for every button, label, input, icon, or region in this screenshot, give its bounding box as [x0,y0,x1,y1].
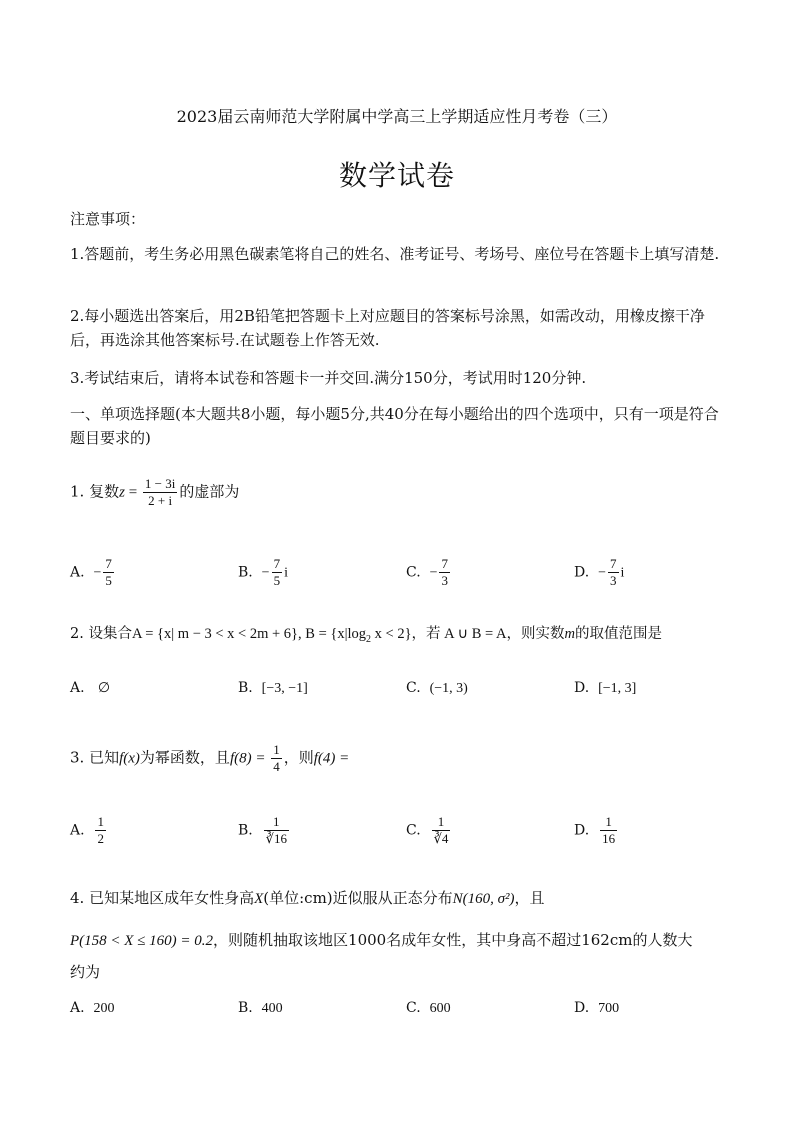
q1-eq: = [124,484,141,501]
q1-suffix: 的虚部为 [179,482,240,501]
option-den: 5 [273,573,281,588]
q3-text-a: 3. 已知 [70,748,120,767]
q3-option-c[interactable] [406,814,452,847]
q2-text-d: 的取值范围是 [574,626,662,642]
question-4-line-2 [70,928,692,953]
q1-prefix: 1. 复数 [70,482,120,501]
option-tail: i [620,565,625,581]
option-sign: − [598,565,606,581]
q1-option-a[interactable] [70,556,116,589]
q4-option-a[interactable] [70,1000,114,1017]
q4-option-d[interactable] [574,1000,619,1017]
note-item-1: 1.答题前，考生务必用黑色碳素笔将自己的姓名、准考证号、考场号、座位号在答题卡上填写清楚. [70,245,720,263]
option-label: C. [406,1000,421,1016]
q3-denominator: 4 [273,759,280,774]
option-value: ∅ [97,681,111,696]
option-tail: i [284,565,288,581]
option-value: [−1, 3] [598,681,637,696]
q1-option-b[interactable] [238,556,288,589]
q2-log-base: 2 [366,633,372,645]
option-num: 7 [105,556,112,571]
q4-var: X [254,891,264,907]
q2-var: m [564,626,575,642]
question-4-line-1 [70,886,545,911]
q1-fraction [143,476,177,509]
option-label: B. [238,564,253,581]
q4-prob: P(158 < X ≤ 160) = 0.2 [70,933,214,949]
q2-condition: A ∪ B = A [440,626,507,642]
q4-option-b[interactable] [238,1000,283,1017]
option-label: A. [70,1000,85,1016]
q3-text-b: 为幂函数，且 [139,748,230,767]
option-num: 7 [441,556,448,571]
option-label: B. [238,1000,253,1016]
q4-text-b: (单位:cm)近似服从正态分布 [263,889,453,907]
option-fraction [95,814,106,847]
option-label: B. [238,680,253,696]
q2-text-b: ，若 [411,626,441,642]
option-num: 7 [273,556,281,571]
q3-numerator: 1 [273,742,280,757]
exam-title: 数学试卷 [338,159,455,192]
q1-option-c[interactable] [406,556,452,589]
option-value: 600 [429,1001,451,1016]
q3-option-b[interactable] [238,814,291,847]
q4-text-d: ，则随机抽取该地区1000名成年女性，其中身高不超过162cm的人数大 [213,931,693,949]
option-fraction [272,556,283,589]
option-sign: − [429,565,438,581]
note-item-2: 2.每小题选出答案后，用2B铅笔把答题卡上对应题目的答案标号涂黑，如需改动，用橡皮擦干净后，再选涂其他答案标号.在试题卷上作答无效. [70,307,705,349]
option-value: 400 [261,1001,283,1016]
q2-option-b[interactable] [238,680,308,697]
option-fraction [103,556,114,589]
option-den: 3 [441,573,448,588]
option-label: A. [70,564,85,581]
q3-fx: f(x) [119,750,140,767]
option-den: 16 [602,831,616,846]
option-fraction [608,556,619,589]
q2-option-d[interactable] [574,680,636,697]
q4-text-c: ，且 [514,889,545,907]
question-3 [70,742,349,775]
q2-text-c: ，则实数 [506,626,565,642]
question-4-line-3: 约为 [70,963,101,981]
q2-set-a: A = {x| m − 3 < x < 2m + 6}, B = {x|log [131,626,367,642]
option-label: D. [574,680,590,696]
option-label: C. [406,822,421,839]
option-fraction [432,814,451,847]
option-label: C. [406,680,421,696]
option-num: 1 [97,814,104,829]
option-den: ∛4 [433,831,449,846]
question-2 [70,622,662,652]
option-fraction [600,814,617,847]
option-fraction [439,556,450,589]
option-sign: − [261,565,270,581]
q3-f8: f(8) = [229,750,270,767]
q1-denominator: 2 + i [143,492,177,509]
option-label: B. [238,822,253,839]
option-label: A. [70,822,85,839]
option-value: (−1, 3) [429,681,468,696]
option-value: [−3, −1] [261,681,308,696]
q3-option-a[interactable] [70,814,108,847]
q3-fraction [271,742,282,775]
q4-dist: N(160, σ²) [452,891,515,907]
option-sign: − [93,565,102,581]
option-den: ∛16 [265,831,287,846]
q1-numerator: 1 − 3i [144,476,176,491]
q4-option-c[interactable] [406,1000,451,1017]
option-label: A. [70,680,85,696]
question-1 [70,476,239,509]
option-label: D. [574,1000,590,1016]
section-heading: 一、单项选择题(本大题共8小题，每小题5分,共40分在每小题给出的四个选项中，只有一项是符合题目要求的) [70,405,719,447]
q3-option-d[interactable] [574,814,619,847]
option-label: C. [406,564,421,581]
option-fraction [264,814,289,847]
option-label: D. [574,822,590,839]
option-den: 2 [97,831,104,846]
q2-set-b: x < 2} [371,626,412,642]
option-num: 1 [437,814,445,829]
notes-heading: 注意事项： [70,210,146,228]
q2-text-a: 2. 设集合 [70,626,132,642]
option-den: 3 [610,573,617,588]
q3-text-c: ，则 [283,748,314,767]
option-num: 1 [273,814,280,829]
q4-text-a: 4. 已知某地区成年女性身高 [70,889,255,907]
option-den: 5 [105,573,112,588]
q3-f4: f(4) = [313,750,350,767]
exam-subtitle: 2023届云南师范大学附属中学高三上学期适应性月考卷（三） [176,107,618,126]
q2-option-a[interactable] [70,680,110,697]
q2-option-c[interactable] [406,680,468,697]
option-num: 7 [610,556,617,571]
option-value: 700 [598,1001,620,1016]
q1-var: z [119,484,125,501]
q1-option-d[interactable] [574,556,624,589]
note-item-3: 3.考试结束后，请将本试卷和答题卡一并交回.满分150分，考试用时120分钟. [70,369,587,387]
option-value: 200 [93,1001,115,1016]
option-num: 1 [605,814,612,829]
option-label: D. [574,564,590,581]
